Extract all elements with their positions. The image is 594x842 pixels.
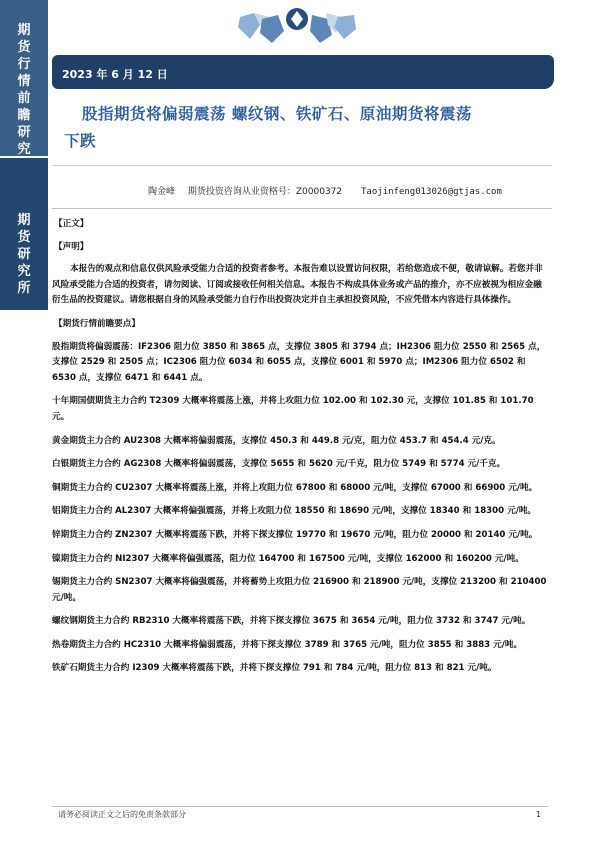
- sidebar-bottom-label: 期 货 研 究 所: [17, 213, 31, 296]
- section-outlook: 【期货行情前瞻要点】: [54, 318, 140, 329]
- page-number: 1: [536, 810, 542, 819]
- sidebar: [0, 0, 48, 842]
- author-line: [148, 184, 512, 197]
- section-main: 【正文】: [54, 219, 89, 229]
- company-logo: [232, 3, 362, 49]
- outlook-item: 螺纹钢期货主力合约 RB2310 大概率将震荡下跌，并将下探支撑位 3675 和 3654 元/吨，阻力位 3732 和 3747 元/吨。: [52, 616, 531, 627]
- outlook-item: 十年期国债期货主力合约 T2309 大概率将震荡上涨，并将上攻阻力位 102.00 和 102.30 元，支撑位 101.85 和 101.70 元。: [52, 396, 534, 422]
- footer-disclaimer: 请务必阅读正文之后的免责条款部分: [58, 810, 186, 819]
- report-title-line1: 股指期货将偏弱震荡 螺纹钢、铁矿石、原油期货将震荡: [82, 104, 472, 123]
- author-qualification: 期货投资咨询从业资格号：Z0000372: [187, 187, 343, 197]
- author-email[interactable]: Taojinfeng013026@gtjas.com: [361, 187, 502, 197]
- report-date: 2023 年 6 月 12 日: [62, 68, 168, 81]
- statement-text: 本报告的观点和信息仅供风险承受能力合适的投资者参考。本报告难以设置访问权限，若给您造成不便，敬请谅解。若您并非风险承受能力合适的投资者，请勿阅读、订阅或接收任何相关信息。本报告不构成具体业务或产品的推介，亦不应被视为相应金融衍生品的投资建议。请您根据自身的风险承受能力自行作出投资决定并自主承担投资风险，不应凭借本内容进行具体操作。: [52, 264, 543, 306]
- outlook-item: 铜期货主力合约 CU2307 大概率将震荡上涨，并将上攻阻力位 67800 和 68000 元/吨，支撑位 67000 和 66900 元/吨。: [52, 482, 538, 493]
- report-title: [64, 100, 534, 154]
- section-statement: 【声明】: [54, 241, 89, 252]
- report-title-line2: 下跌: [64, 131, 97, 150]
- sidebar-top-label: 期 货 行 情 前 瞻 研 究: [17, 23, 31, 157]
- outlook-item: 热卷期货主力合约 HC2310 大概率将偏弱震荡，并将下探支撑位 3789 和 3765 元/吨，阻力位 3855 和 3883 元/吨。: [52, 639, 523, 650]
- outlook-item: 股指期货将偏弱震荡：IF2306 阻力位 3850 和 3865 点，支撑位 3805 和 3794 点；IH2306 阻力位 2550 和 2565 点，支撑位 2529 和 2505 点；IC2306 阻力位 6034 和 6055 点，支撑位 6001 和 5970 点；IM2306 阻力位 6502 和 6530 点，支撑位 6471 和 6441 点。: [52, 341, 546, 383]
- author-divider: [52, 208, 552, 209]
- outlook-item: 锌期货主力合约 ZN2307 大概率将震荡下跌，并将下探支撑位 19770 和 19670 元/吨，阻力位 20000 和 20140 元/吨。: [52, 529, 538, 540]
- outlook-item: 铁矿石期货主力合约 I2309 大概率将震荡下跌，并将下探支撑位 791 和 784 元/吨，阻力位 813 和 821 元/吨。: [52, 663, 497, 674]
- title-divider: [52, 165, 552, 166]
- report-body: [52, 216, 548, 685]
- outlook-item: 锡期货主力合约 SN2307 大概率将偏强震荡，并将蓄势上攻阻力位 216900 和 218900 元/吨，支撑位 213200 和 210400 元/吨。: [52, 577, 547, 603]
- outlook-item: 铝期货主力合约 AL2307 大概率将偏强震荡，并将上攻阻力位 18550 和 18690 元/吨，支撑位 18340 和 18300 元/吨。: [52, 506, 537, 517]
- outlook-item: 黄金期货主力合约 AU2308 大概率将偏弱震荡，支撑位 450.3 和 449.8 元/克，阻力位 453.7 和 454.4 元/克。: [52, 435, 501, 446]
- footer-divider: [52, 806, 548, 807]
- outlook-item: 镍期货主力合约 NI2307 大概率将偏强震荡，阻力位 164700 和 167500 元/吨，支撑位 162000 和 160200 元/吨。: [52, 553, 524, 564]
- outlook-item: 白银期货主力合约 AG2308 大概率将偏弱震荡，支撑位 5655 和 5620 元/千克，阻力位 5749 和 5774 元/千克。: [52, 459, 506, 470]
- author-name: 陶金峰: [148, 187, 176, 197]
